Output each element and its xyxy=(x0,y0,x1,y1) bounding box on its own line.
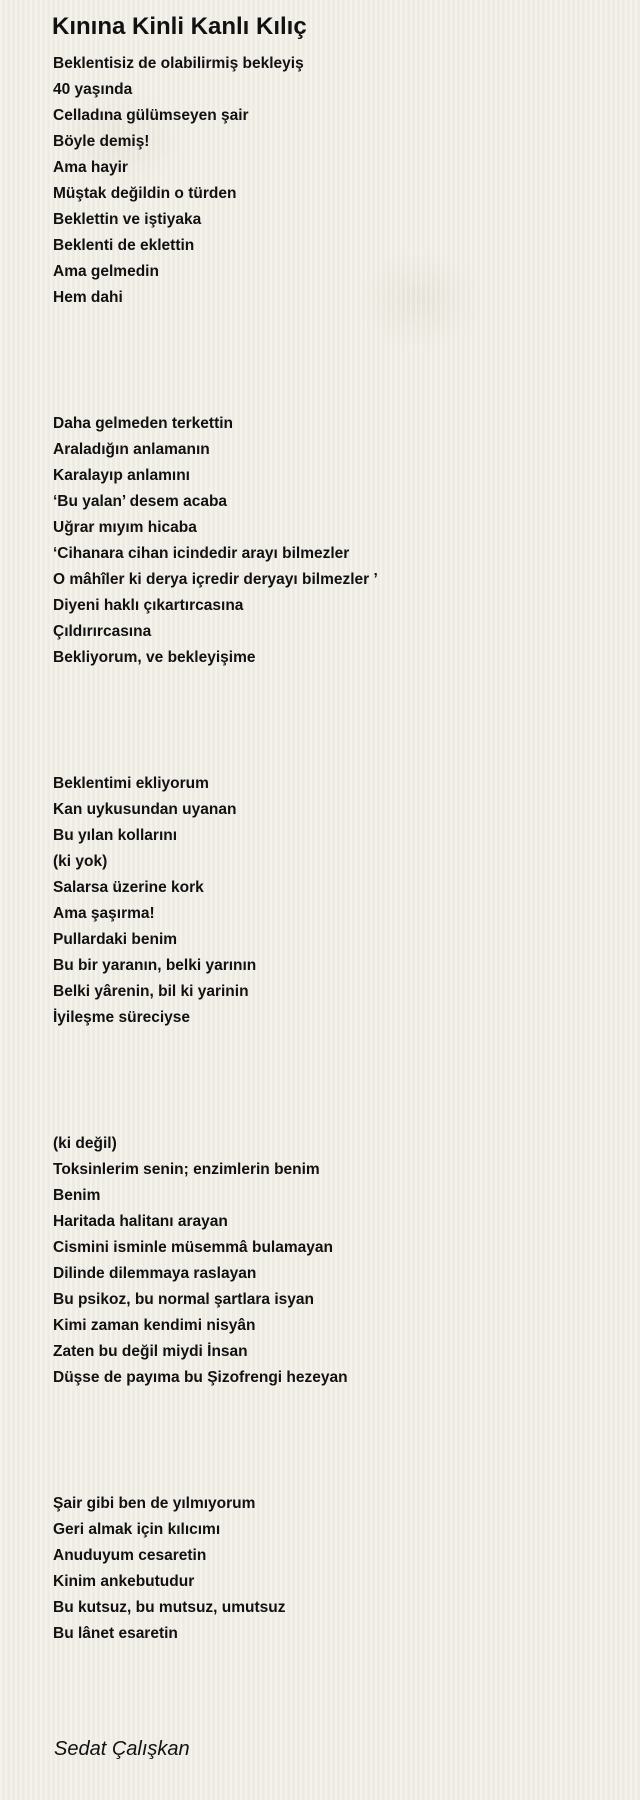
poem-line: Karalayıp anlamını xyxy=(53,467,190,484)
poem-line: Cismini isminle müsemmâ bulamayan xyxy=(53,1239,333,1256)
stanza-2 xyxy=(53,411,378,671)
poem-line: Düşse de payıma bu Şizofrengi hezeyan xyxy=(53,1369,348,1386)
poem-line: Dilinde dilemmaya raslayan xyxy=(53,1265,257,1282)
poem-line: İyileşme süreciyse xyxy=(53,1009,191,1026)
poem-line: Salarsa üzerine kork xyxy=(53,879,204,896)
poem-line: Araladığın anlamanın xyxy=(53,441,210,458)
stanza-4 xyxy=(53,1131,348,1391)
poem-line: (ki değil) xyxy=(53,1135,117,1152)
poem-line: (ki yok) xyxy=(53,853,108,870)
poem-line: Hem dahi xyxy=(53,289,123,306)
poem-line: Ama gelmedin xyxy=(53,263,159,280)
poem-line: Çıldırırcasına xyxy=(53,623,152,640)
poem-line: Müştak değildin o türden xyxy=(53,185,237,202)
poem-line: Bu yılan kollarını xyxy=(53,827,178,844)
poem-line: Kimi zaman kendimi nisyân xyxy=(53,1317,256,1334)
poem-line: ‘Bu yalan’ desem acaba xyxy=(53,493,228,510)
poem-line: Ama hayir xyxy=(53,159,128,176)
poem-line: Beklenti de eklettin xyxy=(53,237,195,254)
poem-line: Diyeni haklı çıkartırcasına xyxy=(53,597,244,614)
poem-line: Pullardaki benim xyxy=(53,931,178,948)
poem-line: Uğrar mıyım hicaba xyxy=(53,519,197,536)
stanza-5 xyxy=(53,1491,286,1647)
poem-line: Beklentimi ekliyorum xyxy=(53,775,209,792)
poem-line: ‘Cihanara cihan icindedir arayı bilmezler xyxy=(53,545,350,562)
poem-line: Celladına gülümseyen şair xyxy=(53,107,249,124)
poem-line: Benim xyxy=(53,1187,101,1204)
poem-author: Sedat Çalışkan xyxy=(54,1738,190,1760)
poem-line: Bu bir yaranın, belki yarının xyxy=(53,957,257,974)
stanza-3 xyxy=(53,771,256,1031)
poem-line: Şair gibi ben de yılmıyorum xyxy=(53,1495,256,1512)
poem-line: Bekliyorum, ve bekleyişime xyxy=(53,649,256,666)
poem-line: Ama şaşırma! xyxy=(53,905,155,922)
poem-line: Beklentisiz de olabilirmiş bekleyiş xyxy=(53,55,304,72)
poem-line: Bu psikoz, bu normal şartlara isyan xyxy=(53,1291,314,1308)
poem-line: Geri almak için kılıcımı xyxy=(53,1521,221,1538)
poem-line: Haritada halitanı arayan xyxy=(53,1213,228,1230)
poem-line: Bu lânet esaretin xyxy=(53,1625,178,1642)
poem-line: Belki yârenin, bil ki yarinin xyxy=(53,983,249,1000)
poem-title: Kınına Kinli Kanlı Kılıç xyxy=(52,13,307,40)
poem-line: Daha gelmeden terkettin xyxy=(53,415,234,432)
poem-line: Kan uykusundan uyanan xyxy=(53,801,237,818)
poem-line: Kinim ankebutudur xyxy=(53,1573,195,1590)
poem-line: 40 yaşında xyxy=(53,81,133,98)
poem-line: Zaten bu değil miydi İnsan xyxy=(53,1343,248,1360)
poem-line: Toksinlerim senin; enzimlerin benim xyxy=(53,1161,320,1178)
poem-line: Beklettin ve iştiyaka xyxy=(53,211,202,228)
poem-line: Bu kutsuz, bu mutsuz, umutsuz xyxy=(53,1599,286,1616)
poem-line: Anuduyum cesaretin xyxy=(53,1547,207,1564)
poem-line: O mâhîler ki derya içredir deryayı bilmezler ’ xyxy=(53,571,378,588)
poem-line: Böyle demiş! xyxy=(53,133,150,150)
stanza-1 xyxy=(53,51,304,311)
